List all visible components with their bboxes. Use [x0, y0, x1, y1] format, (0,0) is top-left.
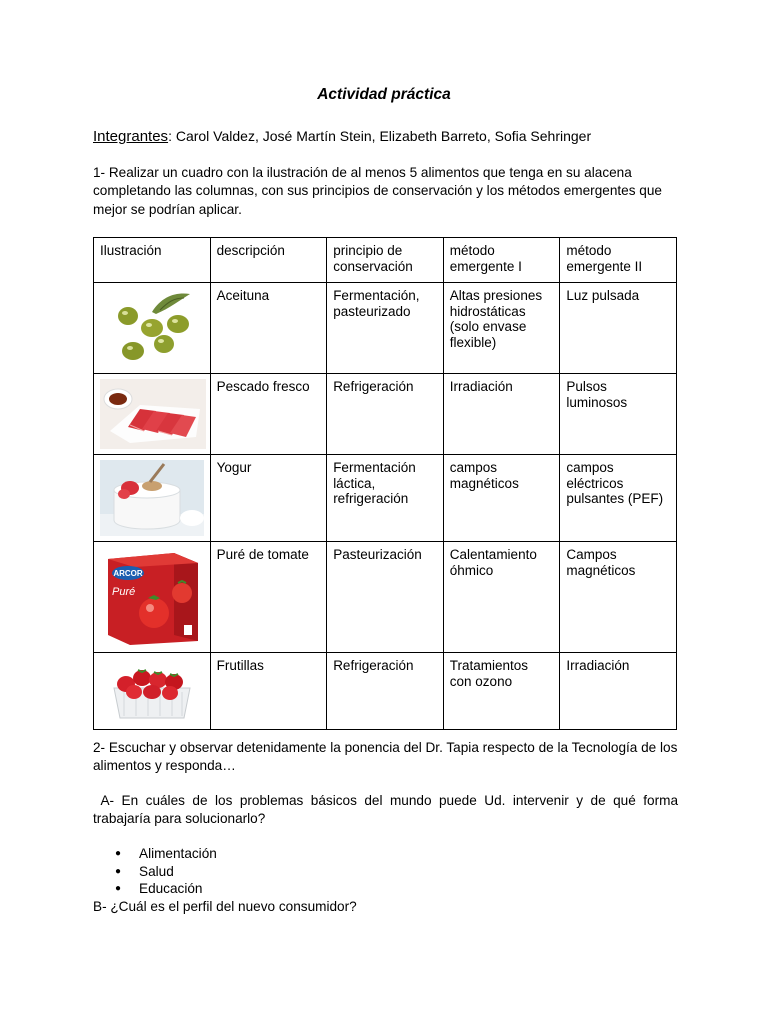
question-a	[93, 792, 678, 829]
cell-method-1: Tratamientos con ozono	[443, 653, 560, 730]
header-cell-description: descripción	[210, 238, 327, 283]
cell-description: Aceituna	[210, 283, 327, 374]
members-label: Integrantes	[93, 128, 169, 145]
cell-method-1: Altas presiones hidrostáticas (solo envase flexible)	[443, 283, 560, 374]
cell-method-1: Calentamiento óhmico	[443, 542, 560, 653]
members-names: : Carol Valdez, José Martín Stein, Elizabeth Barreto, Sofia Sehringer	[168, 128, 592, 144]
fresh-fish-image	[94, 374, 211, 455]
cell-method-2: campos eléctricos pulsantes (PEF)	[560, 455, 677, 542]
cell-description: Puré de tomate	[210, 542, 327, 653]
question-2: 2- Escuchar y observar detenidamente la ponencia del Dr. Tapia respecto de la Tecnología de los alimentos y responda…	[93, 740, 678, 774]
cell-principle: Refrigeración	[327, 653, 444, 730]
list-item: ● Salud	[115, 863, 217, 881]
food-table	[93, 237, 677, 730]
question-a-text: A- En cuáles de los problemas básicos del mundo puede Ud. intervenir y de qué forma trabajaría para solucionarlo?	[93, 793, 679, 827]
cell-method-1: Irradiación	[443, 374, 560, 455]
header-cell-method-2: método emergente II	[560, 238, 677, 283]
cell-principle: Refrigeración	[327, 374, 444, 455]
bullet-list	[115, 845, 217, 898]
table-row	[94, 374, 677, 455]
olives-image	[94, 283, 211, 374]
cell-description: Pescado fresco	[210, 374, 327, 455]
cell-principle: Fermentación, pasteurizado	[327, 283, 444, 374]
cell-principle: Pasteurización	[327, 542, 444, 653]
cell-description: Yogur	[210, 455, 327, 542]
cell-method-2: Campos magnéticos	[560, 542, 677, 653]
yogurt-image	[94, 455, 211, 542]
members-line	[93, 128, 591, 145]
list-item: ● Alimentación	[115, 845, 217, 863]
cell-method-2: Pulsos luminosos	[560, 374, 677, 455]
package-logo: ARCOR	[113, 569, 143, 578]
cell-principle: Fermentación láctica, refrigeración	[327, 455, 444, 542]
cell-description: Frutillas	[210, 653, 327, 730]
header-cell-method-1: método emergente I	[443, 238, 560, 283]
list-item: ● Educación	[115, 880, 217, 898]
cell-method-1: campos magnéticos	[443, 455, 560, 542]
cell-method-2: Luz pulsada	[560, 283, 677, 374]
header-cell-illustration: Ilustración	[94, 238, 211, 283]
table-row	[94, 542, 677, 653]
package-label: Puré	[112, 586, 136, 598]
cell-method-2: Irradiación	[560, 653, 677, 730]
page-title: Actividad práctica	[317, 86, 451, 103]
question-b: B- ¿Cuál es el perfil del nuevo consumidor?	[93, 899, 357, 914]
strawberries-image	[94, 653, 211, 730]
tomato-puree-box-image	[94, 542, 211, 653]
table-row	[94, 455, 677, 542]
table-header-row	[94, 238, 677, 283]
table-row	[94, 653, 677, 730]
question-1: 1- Realizar un cuadro con la ilustración de al menos 5 alimentos que tenga en su alacena completando las columnas, con sus principios de conservación y los métodos emergentes que mejor se podrían aplicar.	[93, 165, 662, 217]
table-row	[94, 283, 677, 374]
header-cell-principle: principio de conservación	[327, 238, 444, 283]
